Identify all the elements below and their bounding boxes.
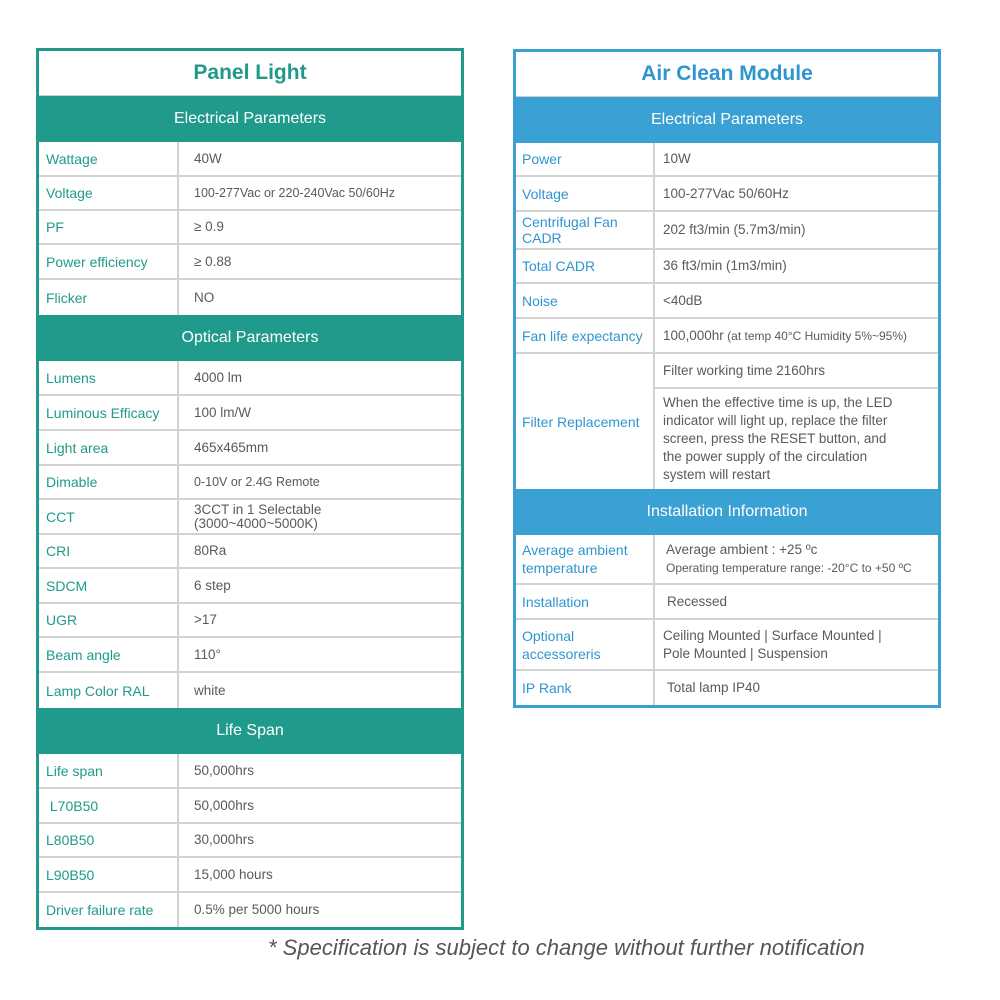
row-label: Wattage xyxy=(39,142,179,175)
table-row xyxy=(39,893,461,927)
panel-light-title: Panel Light xyxy=(39,51,461,96)
table-row xyxy=(39,177,461,211)
table-row xyxy=(39,211,461,245)
filter-replacement-values xyxy=(655,354,938,489)
row-label: Installation xyxy=(516,585,655,618)
table-row xyxy=(516,143,938,177)
row-value: 110° xyxy=(194,646,221,662)
table-row xyxy=(39,858,461,893)
table-row xyxy=(516,319,938,354)
table-row xyxy=(39,754,461,789)
row-label: Filter Replacement xyxy=(516,354,655,489)
row-value: 30,000hrs xyxy=(194,832,255,847)
row-label xyxy=(516,212,655,248)
row-label: SDCM xyxy=(39,569,179,602)
table-row xyxy=(39,638,461,673)
row-value: 6 step xyxy=(194,577,231,593)
row-label: Lamp Color RAL xyxy=(39,673,179,708)
label-line-2: accessoreris xyxy=(522,645,601,662)
table-row xyxy=(516,177,938,212)
row-label: UGR xyxy=(39,604,179,636)
instruction-line: system will restart xyxy=(663,467,771,482)
table-row xyxy=(516,620,938,671)
row-value xyxy=(179,500,461,533)
row-label: Luminous Efficacy xyxy=(39,396,179,429)
table-row xyxy=(39,789,461,824)
table-row xyxy=(516,250,938,284)
row-value xyxy=(655,535,938,583)
row-label: Noise xyxy=(516,284,655,317)
fan-life-conditions: (at temp 40°C Humidity 5%~95%) xyxy=(723,328,908,343)
row-label: Life span xyxy=(39,754,179,787)
row-value: 15,000 hours xyxy=(194,866,273,882)
row-label: Lumens xyxy=(39,361,179,394)
row-label: Fan life expectancy xyxy=(516,319,655,352)
label-line-1: Average ambient xyxy=(522,542,628,558)
row-label xyxy=(516,535,655,583)
row-value: 0.5% per 5000 hours xyxy=(194,902,320,917)
row-value xyxy=(655,319,938,352)
row-label: Light area xyxy=(39,431,179,464)
row-value: 80Ra xyxy=(194,543,227,558)
label-line-2: temperature xyxy=(522,560,598,576)
row-value: 50,000hrs xyxy=(194,762,255,778)
label-line-1: Centrifugal Fan xyxy=(522,214,618,230)
table-row xyxy=(516,671,938,705)
row-value: Total lamp IP40 xyxy=(667,680,761,695)
section-header-installation: Installation Information xyxy=(516,489,938,535)
section-header-optical: Optical Parameters xyxy=(39,315,461,361)
row-label: L90B50 xyxy=(39,858,179,891)
filter-replacement-instructions xyxy=(655,387,938,489)
table-row xyxy=(516,284,938,319)
cct-line-1: 3CCT in 1 Selectable xyxy=(194,501,322,517)
row-value: 50,000hrs xyxy=(194,797,255,813)
row-value: 465x465mm xyxy=(194,439,269,455)
section-header-life-span: Life Span xyxy=(39,708,461,754)
table-row xyxy=(39,245,461,280)
row-value: <40dB xyxy=(663,292,703,308)
row-label: IP Rank xyxy=(516,671,655,705)
instruction-line: screen, press the RESET button, and xyxy=(663,431,887,446)
specification-footnote: * Specification is subject to change without further notification xyxy=(268,935,865,960)
instruction-line: the power supply of the circulation xyxy=(663,449,868,464)
row-label: CRI xyxy=(39,535,179,567)
row-value: white xyxy=(194,682,226,698)
table-row xyxy=(39,466,461,500)
row-value: Recessed xyxy=(667,593,728,609)
instruction-line: indicator will light up, replace the filter xyxy=(663,413,888,428)
row-value: 202 ft3/min (5.7m3/min) xyxy=(663,222,806,237)
ambient-temp: Average ambient : +25 ºc xyxy=(666,542,818,557)
instruction-line: When the effective time is up, the LED xyxy=(663,395,893,410)
table-row xyxy=(39,673,461,708)
row-value: 40W xyxy=(194,150,222,166)
table-row xyxy=(39,280,461,315)
table-row xyxy=(39,500,461,535)
row-value: >17 xyxy=(194,612,217,627)
row-value: 100-277Vac or 220-240Vac 50/60Hz xyxy=(194,186,396,200)
row-label: Voltage xyxy=(516,177,655,210)
table-row xyxy=(39,431,461,466)
table-row xyxy=(516,585,938,620)
cct-line-2: (3000~4000~5000K) xyxy=(194,515,318,531)
row-label: L70B50 xyxy=(39,789,179,822)
row-value: 4000 lm xyxy=(194,369,243,385)
label-line-1: Optional xyxy=(522,627,575,644)
section-header-electrical: Electrical Parameters xyxy=(516,97,938,143)
table-row xyxy=(39,396,461,431)
fan-life-value: 100,000hr xyxy=(663,327,724,343)
table-row xyxy=(39,604,461,638)
row-value: 100-277Vac 50/60Hz xyxy=(663,185,789,201)
row-label: Beam angle xyxy=(39,638,179,671)
table-row xyxy=(39,535,461,569)
row-label: Flicker xyxy=(39,280,179,315)
mount-options-line-1: Ceiling Mounted | Surface Mounted | xyxy=(663,627,882,643)
row-label: PF xyxy=(39,211,179,243)
row-value: 0-10V or 2.4G Remote xyxy=(194,475,320,489)
row-value: ≥ 0.9 xyxy=(194,219,224,234)
row-value: 36 ft3/min (1m3/min) xyxy=(663,258,787,273)
air-clean-module-title: Air Clean Module xyxy=(516,52,938,97)
row-value: ≥ 0.88 xyxy=(194,253,232,269)
row-label: Power xyxy=(516,143,655,175)
table-row xyxy=(39,142,461,177)
row-label: Driver failure rate xyxy=(39,893,179,927)
table-row xyxy=(516,354,938,489)
row-value: 10W xyxy=(663,151,691,166)
row-label: Total CADR xyxy=(516,250,655,282)
row-label: Power efficiency xyxy=(39,245,179,278)
panel-light-table xyxy=(36,48,464,930)
row-label: CCT xyxy=(39,500,179,533)
table-row xyxy=(516,212,938,250)
air-clean-module-table xyxy=(513,49,941,708)
section-header-electrical: Electrical Parameters xyxy=(39,96,461,142)
mount-options-line-2: Pole Mounted | Suspension xyxy=(663,645,828,661)
row-label: Voltage xyxy=(39,177,179,209)
row-label xyxy=(516,620,655,669)
operating-temp-range: Operating temperature range: -20°C to +50 ºC xyxy=(666,561,912,575)
row-value xyxy=(655,620,938,669)
table-row xyxy=(39,569,461,604)
table-row xyxy=(516,535,938,585)
table-row xyxy=(39,824,461,858)
row-label: L80B50 xyxy=(39,824,179,856)
filter-working-time: Filter working time 2160hrs xyxy=(663,362,826,378)
table-row xyxy=(39,361,461,396)
row-value: 100 lm/W xyxy=(194,404,252,420)
label-line-2: CADR xyxy=(522,230,562,246)
row-value: NO xyxy=(194,289,215,305)
row-label: Dimable xyxy=(39,466,179,498)
